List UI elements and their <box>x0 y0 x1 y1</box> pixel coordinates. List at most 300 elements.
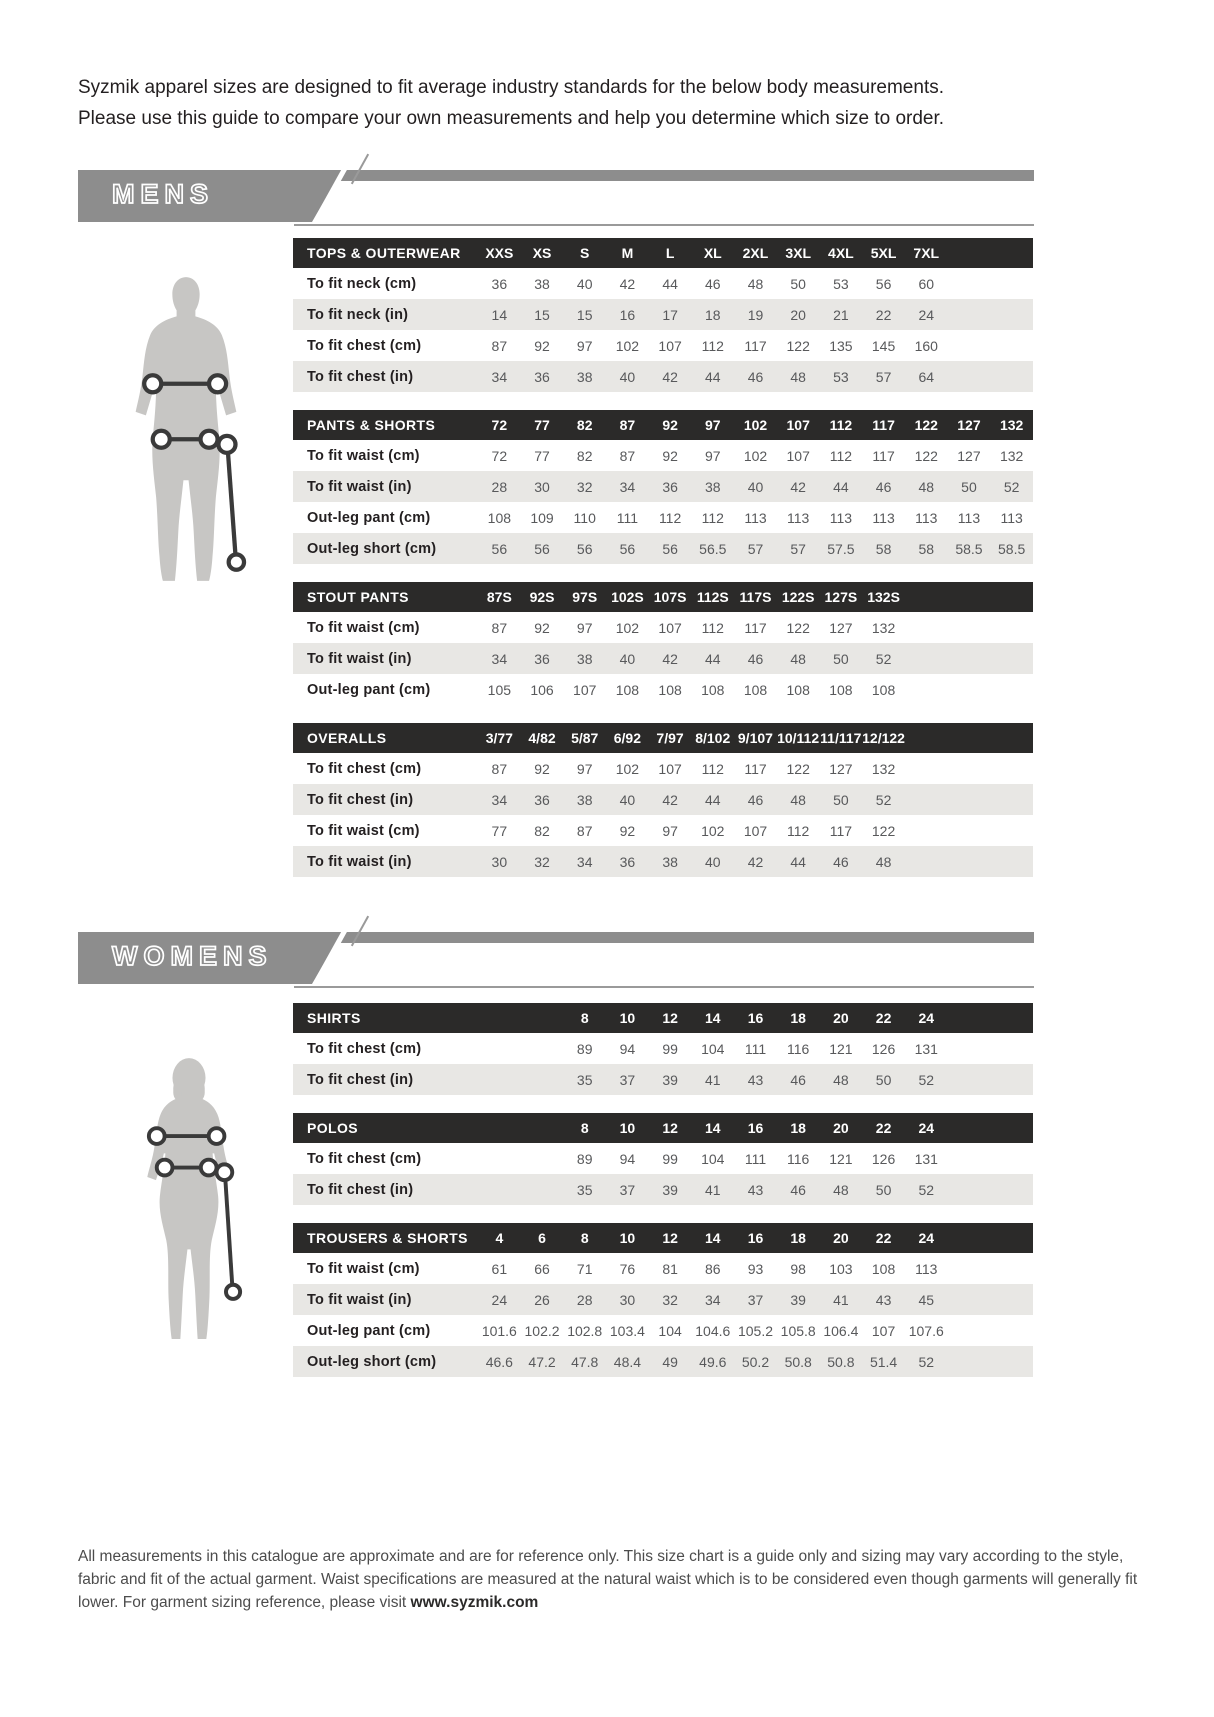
row-label: Out-leg pant (cm) <box>307 509 431 526</box>
value-cell: 36 <box>534 368 550 385</box>
table-header-row <box>293 723 1033 753</box>
table-row <box>293 533 1033 564</box>
value-cell: 44 <box>705 650 721 667</box>
mens-body-figure <box>122 262 250 596</box>
outleg-measure-line <box>218 436 244 570</box>
womens-section-banner <box>78 930 1034 988</box>
size-header-cell: 3/77 <box>485 730 513 746</box>
size-header-cell: 127 <box>957 417 981 433</box>
value-cell: 112 <box>787 822 810 839</box>
row-label: To fit chest (cm) <box>307 1150 422 1167</box>
size-header-cell: 122 <box>914 417 938 433</box>
value-cell: 108 <box>701 681 725 698</box>
value-cell: 87 <box>619 447 636 464</box>
value-cell: 26 <box>534 1291 550 1308</box>
size-header-cell: 8 <box>580 1010 589 1026</box>
value-cell: 107 <box>871 1322 896 1339</box>
value-cell: 110 <box>573 509 596 526</box>
value-cell: 113 <box>1000 509 1023 526</box>
size-header-cell: 97S <box>572 589 598 605</box>
row-label: To fit chest (cm) <box>307 1040 422 1057</box>
size-header-cell: 22 <box>875 1010 892 1026</box>
table-overalls <box>293 723 1033 877</box>
value-cell: 46 <box>747 791 764 808</box>
male-silhouette <box>136 277 237 581</box>
value-cell: 94 <box>619 1150 636 1167</box>
size-header-cell: 16 <box>747 1120 764 1136</box>
value-cell: 40 <box>619 650 636 667</box>
value-cell: 32 <box>662 1291 678 1308</box>
row-label: To fit waist (cm) <box>307 822 420 839</box>
size-header-cell: 18 <box>790 1120 806 1136</box>
value-cell: 46 <box>705 275 721 292</box>
value-cell: 121 <box>829 1150 853 1167</box>
mens-tables <box>293 238 1033 895</box>
value-cell: 131 <box>914 1040 938 1057</box>
value-cell: 131 <box>914 1150 938 1167</box>
mens-section-banner <box>78 168 1034 226</box>
value-cell: 107 <box>658 760 682 777</box>
value-cell: 126 <box>871 1150 896 1167</box>
mens-section-title: MENS <box>112 179 215 209</box>
value-cell: 106.4 <box>823 1322 859 1339</box>
value-cell: 34 <box>619 478 636 495</box>
value-cell: 112 <box>701 337 724 354</box>
value-cell: 52 <box>918 1181 935 1198</box>
table-tops-outerwear <box>293 238 1033 392</box>
value-cell: 105 <box>487 681 512 698</box>
size-header-cell: 8 <box>580 1120 589 1136</box>
value-cell: 49.6 <box>699 1353 727 1370</box>
value-cell: 66 <box>534 1260 550 1277</box>
value-cell: 48 <box>918 478 935 495</box>
value-cell: 34 <box>491 650 508 667</box>
value-cell: 64 <box>918 368 935 385</box>
value-cell: 39 <box>662 1181 678 1198</box>
value-cell: 52 <box>1003 478 1020 495</box>
value-cell: 97 <box>576 760 593 777</box>
value-cell: 108 <box>871 681 896 698</box>
size-header-cell: 127S <box>824 589 858 605</box>
row-label: To fit chest (in) <box>307 791 414 808</box>
value-cell: 102 <box>701 822 725 839</box>
value-cell: 132 <box>999 447 1024 464</box>
value-cell: 37 <box>619 1181 636 1198</box>
value-cell: 112 <box>658 509 682 526</box>
value-cell: 117 <box>829 822 853 839</box>
size-header-cell: 18 <box>790 1230 806 1246</box>
table-row <box>293 361 1033 392</box>
size-header-cell: 8/102 <box>695 730 731 746</box>
table-title: POLOS <box>307 1120 359 1136</box>
row-label: To fit waist (in) <box>307 650 412 667</box>
value-cell: 107 <box>786 447 810 464</box>
womens-tables <box>293 1003 1033 1395</box>
value-cell: 50 <box>833 650 849 667</box>
value-cell: 57 <box>747 540 764 557</box>
table-row <box>293 612 1033 643</box>
value-cell: 127 <box>829 619 853 636</box>
row-label: Out-leg pant (cm) <box>307 1322 431 1339</box>
value-cell: 48 <box>875 853 892 870</box>
row-label: To fit waist (in) <box>307 478 412 495</box>
size-header-cell: 82 <box>576 417 593 433</box>
value-cell: 92 <box>534 619 550 636</box>
value-cell: 32 <box>534 853 550 870</box>
table-row <box>293 1033 1033 1064</box>
value-cell: 135 <box>829 337 853 354</box>
value-cell: 48.4 <box>613 1353 642 1370</box>
value-cell: 40 <box>576 275 593 292</box>
value-cell: 112 <box>701 760 724 777</box>
value-cell: 107.6 <box>908 1322 944 1339</box>
value-cell: 49 <box>662 1353 678 1370</box>
table-title: STOUT PANTS <box>307 589 409 605</box>
banner-strip <box>338 932 1034 943</box>
table-header-row <box>293 1223 1033 1253</box>
value-cell: 77 <box>491 822 508 839</box>
value-cell: 34 <box>705 1291 721 1308</box>
footer-disclaimer <box>78 1545 1140 1614</box>
size-header-cell: 72 <box>491 417 508 433</box>
size-header-cell: 22 <box>875 1230 892 1246</box>
size-header-cell: 112 <box>829 417 853 433</box>
value-cell: 108 <box>658 681 682 698</box>
value-cell: 44 <box>705 368 721 385</box>
value-cell: 53 <box>833 275 849 292</box>
size-header-cell: 16 <box>747 1230 764 1246</box>
row-label: To fit waist (cm) <box>307 447 420 464</box>
value-cell: 99 <box>662 1150 678 1167</box>
banner-underline <box>294 986 1034 988</box>
value-cell: 42 <box>619 275 636 292</box>
size-header-cell: 14 <box>705 1230 721 1246</box>
value-cell: 39 <box>662 1071 678 1088</box>
value-cell: 99 <box>662 1040 678 1057</box>
value-cell: 104.6 <box>695 1322 731 1339</box>
size-header-cell: M <box>621 245 634 261</box>
value-cell: 56.5 <box>699 540 727 557</box>
female-silhouette <box>147 1059 230 1339</box>
value-cell: 94 <box>619 1040 636 1057</box>
value-cell: 21 <box>833 306 849 323</box>
row-label: To fit chest (cm) <box>307 337 422 354</box>
value-cell: 113 <box>957 509 981 526</box>
value-cell: 44 <box>705 791 721 808</box>
value-cell: 41 <box>705 1181 721 1198</box>
value-cell: 51.4 <box>869 1353 898 1370</box>
value-cell: 113 <box>787 509 810 526</box>
value-cell: 92 <box>534 760 550 777</box>
value-cell: 93 <box>747 1260 764 1277</box>
value-cell: 52 <box>918 1071 935 1088</box>
size-header-cell: 9/107 <box>737 730 773 746</box>
value-cell: 61 <box>491 1260 508 1277</box>
value-cell: 46 <box>833 853 849 870</box>
table-row <box>293 1253 1033 1284</box>
size-header-cell: 12/122 <box>862 730 905 746</box>
value-cell: 15 <box>534 306 550 323</box>
size-header-cell: 24 <box>918 1010 935 1026</box>
value-cell: 117 <box>872 447 895 464</box>
value-cell: 132 <box>871 760 896 777</box>
value-cell: 42 <box>747 853 764 870</box>
value-cell: 36 <box>619 853 636 870</box>
value-cell: 50 <box>790 275 806 292</box>
value-cell: 112 <box>701 509 724 526</box>
table-header-row <box>293 238 1033 268</box>
value-cell: 42 <box>662 650 678 667</box>
value-cell: 40 <box>747 478 764 495</box>
value-cell: 36 <box>534 791 550 808</box>
value-cell: 108 <box>743 681 768 698</box>
size-header-cell: 107 <box>786 417 810 433</box>
value-cell: 44 <box>833 478 849 495</box>
table-title: TOPS & OUTERWEAR <box>307 245 461 261</box>
value-cell: 50 <box>833 791 849 808</box>
size-header-cell: 22 <box>875 1120 892 1136</box>
value-cell: 18 <box>705 306 721 323</box>
value-cell: 28 <box>576 1291 593 1308</box>
value-cell: 40 <box>619 368 636 385</box>
value-cell: 111 <box>744 1150 767 1167</box>
value-cell: 46 <box>747 650 764 667</box>
value-cell: 107 <box>658 619 682 636</box>
value-cell: 36 <box>491 275 508 292</box>
value-cell: 112 <box>829 447 853 464</box>
value-cell: 15 <box>576 306 593 323</box>
value-cell: 160 <box>914 337 938 354</box>
size-header-cell: 107S <box>653 589 687 605</box>
value-cell: 16 <box>619 306 636 323</box>
row-label: To fit waist (cm) <box>307 619 420 636</box>
value-cell: 113 <box>915 509 938 526</box>
value-cell: 98 <box>790 1260 806 1277</box>
value-cell: 102.2 <box>524 1322 560 1339</box>
size-header-cell: 14 <box>705 1120 721 1136</box>
value-cell: 44 <box>662 275 678 292</box>
value-cell: 38 <box>662 853 678 870</box>
size-header-cell: S <box>580 245 590 261</box>
banner-strip <box>338 170 1034 181</box>
value-cell: 36 <box>534 650 550 667</box>
row-label: To fit neck (cm) <box>307 275 417 292</box>
value-cell: 81 <box>662 1260 678 1277</box>
value-cell: 46 <box>875 478 892 495</box>
table-row <box>293 1315 1033 1346</box>
value-cell: 58 <box>918 540 935 557</box>
table-row <box>293 784 1033 815</box>
value-cell: 24 <box>491 1291 508 1308</box>
value-cell: 57 <box>790 540 806 557</box>
footer-url: www.syzmik.com <box>410 1594 539 1611</box>
value-cell: 22 <box>875 306 892 323</box>
value-cell: 97 <box>576 337 593 354</box>
size-header-cell: 2XL <box>742 245 769 261</box>
value-cell: 56 <box>619 540 636 557</box>
value-cell: 56 <box>491 540 508 557</box>
value-cell: 108 <box>615 681 640 698</box>
row-label: To fit chest (cm) <box>307 760 422 777</box>
table-header-row <box>293 1113 1033 1143</box>
size-header-cell: 5/87 <box>571 730 599 746</box>
value-cell: 40 <box>705 853 721 870</box>
size-header-cell: 122S <box>781 589 815 605</box>
value-cell: 102.8 <box>567 1322 603 1339</box>
value-cell: 102 <box>615 760 640 777</box>
value-cell: 97 <box>705 447 721 464</box>
size-header-cell: 14 <box>705 1010 721 1026</box>
value-cell: 35 <box>576 1071 593 1088</box>
row-label: To fit waist (in) <box>307 1291 412 1308</box>
value-cell: 97 <box>662 822 678 839</box>
value-cell: 45 <box>918 1291 935 1308</box>
value-cell: 122 <box>786 760 810 777</box>
table-title: SHIRTS <box>307 1010 361 1026</box>
value-cell: 145 <box>871 337 896 354</box>
size-header-cell: XL <box>703 245 722 261</box>
value-cell: 48 <box>833 1181 849 1198</box>
value-cell: 104 <box>701 1150 725 1167</box>
size-header-cell: XS <box>532 245 552 261</box>
size-header-cell: 11/117 <box>820 730 862 746</box>
value-cell: 43 <box>747 1181 764 1198</box>
value-cell: 92 <box>534 337 550 354</box>
value-cell: 121 <box>829 1040 853 1057</box>
value-cell: 37 <box>747 1291 764 1308</box>
value-cell: 50.2 <box>741 1353 770 1370</box>
womens-section-title: WOMENS <box>112 941 273 971</box>
size-header-cell: 112S <box>696 589 729 605</box>
intro-text <box>78 72 1078 134</box>
value-cell: 105.8 <box>780 1322 816 1339</box>
value-cell: 48 <box>833 1071 849 1088</box>
value-cell: 48 <box>790 368 806 385</box>
size-header-cell: 20 <box>833 1120 849 1136</box>
size-header-cell: 97 <box>705 417 721 433</box>
value-cell: 116 <box>787 1040 810 1057</box>
size-header-cell: 6/92 <box>613 730 641 746</box>
value-cell: 43 <box>747 1071 764 1088</box>
value-cell: 34 <box>491 791 508 808</box>
table-row <box>293 502 1033 533</box>
value-cell: 60 <box>918 275 935 292</box>
intro-line-1: Syzmik apparel sizes are designed to fit average industry standards for the below body measurements. <box>78 77 945 98</box>
size-header-cell: 77 <box>534 417 550 433</box>
value-cell: 38 <box>576 368 593 385</box>
value-cell: 30 <box>534 478 550 495</box>
value-cell: 116 <box>787 1150 810 1167</box>
value-cell: 87 <box>491 337 508 354</box>
outleg-measure-line <box>217 1164 241 1299</box>
value-cell: 106 <box>530 681 554 698</box>
value-cell: 127 <box>829 760 853 777</box>
value-cell: 104 <box>701 1040 725 1057</box>
row-label: To fit chest (in) <box>307 1071 414 1088</box>
value-cell: 39 <box>790 1291 806 1308</box>
size-header-cell: 117S <box>739 589 772 605</box>
value-cell: 36 <box>662 478 678 495</box>
value-cell: 58.5 <box>955 540 983 557</box>
value-cell: 92 <box>619 822 636 839</box>
value-cell: 105.2 <box>737 1322 774 1339</box>
table-header-row <box>293 410 1033 440</box>
row-label: Out-leg pant (cm) <box>307 681 431 698</box>
table-header-row <box>293 1003 1033 1033</box>
row-label: To fit chest (in) <box>307 1181 414 1198</box>
value-cell: 112 <box>701 619 724 636</box>
size-header-cell: 132 <box>999 417 1024 433</box>
value-cell: 41 <box>833 1291 849 1308</box>
footer-text: All measurements in this catalogue are approximate and are for reference only. This size chart is a guide only and sizing may vary according to the style, fabric and fit of the actual garment. Waist specifications are measured at the natural waist which is to be considered even though garments will generally fit lower. For garment sizing reference, please visit <box>78 1548 1138 1611</box>
value-cell: 38 <box>576 791 593 808</box>
size-header-cell: 10 <box>619 1120 636 1136</box>
value-cell: 132 <box>871 619 896 636</box>
value-cell: 113 <box>872 509 895 526</box>
table-row <box>293 1346 1033 1377</box>
value-cell: 122 <box>871 822 896 839</box>
value-cell: 97 <box>576 619 593 636</box>
value-cell: 117 <box>744 619 767 636</box>
value-cell: 48 <box>747 275 764 292</box>
value-cell: 56 <box>662 540 678 557</box>
table-row <box>293 1064 1033 1095</box>
size-header-cell: 4XL <box>828 245 854 261</box>
value-cell: 42 <box>790 478 806 495</box>
value-cell: 87 <box>576 822 593 839</box>
size-header-cell: 20 <box>833 1230 849 1246</box>
value-cell: 117 <box>744 337 767 354</box>
table-row <box>293 815 1033 846</box>
size-header-cell: 3XL <box>785 245 812 261</box>
value-cell: 108 <box>487 509 512 526</box>
value-cell: 71 <box>576 1260 593 1277</box>
value-cell: 46 <box>790 1071 806 1088</box>
size-header-cell: 92S <box>529 589 555 605</box>
value-cell: 40 <box>619 791 636 808</box>
banner-underline <box>294 224 1034 226</box>
table-title: TROUSERS & SHORTS <box>307 1230 468 1246</box>
value-cell: 102 <box>615 619 640 636</box>
value-cell: 101.6 <box>481 1322 517 1339</box>
table-header-row <box>293 582 1033 612</box>
value-cell: 43 <box>875 1291 892 1308</box>
size-header-cell: 7/97 <box>656 730 684 746</box>
value-cell: 46 <box>747 368 764 385</box>
size-header-cell: 117 <box>872 417 895 433</box>
table-row <box>293 471 1033 502</box>
value-cell: 122 <box>786 619 810 636</box>
value-cell: 58 <box>875 540 892 557</box>
size-header-cell: 20 <box>833 1010 849 1026</box>
value-cell: 108 <box>829 681 853 698</box>
value-cell: 108 <box>786 681 810 698</box>
value-cell: 38 <box>534 275 550 292</box>
value-cell: 53 <box>833 368 849 385</box>
value-cell: 34 <box>576 853 593 870</box>
value-cell: 57 <box>875 368 892 385</box>
value-cell: 50 <box>961 478 977 495</box>
size-header-cell: 6 <box>538 1230 546 1246</box>
table-row <box>293 1143 1033 1174</box>
value-cell: 44 <box>790 853 806 870</box>
value-cell: 113 <box>915 1260 938 1277</box>
value-cell: 126 <box>871 1040 896 1057</box>
table-row <box>293 440 1033 471</box>
value-cell: 20 <box>790 306 806 323</box>
size-header-cell: 92 <box>662 417 678 433</box>
size-header-cell: 10 <box>619 1230 636 1246</box>
